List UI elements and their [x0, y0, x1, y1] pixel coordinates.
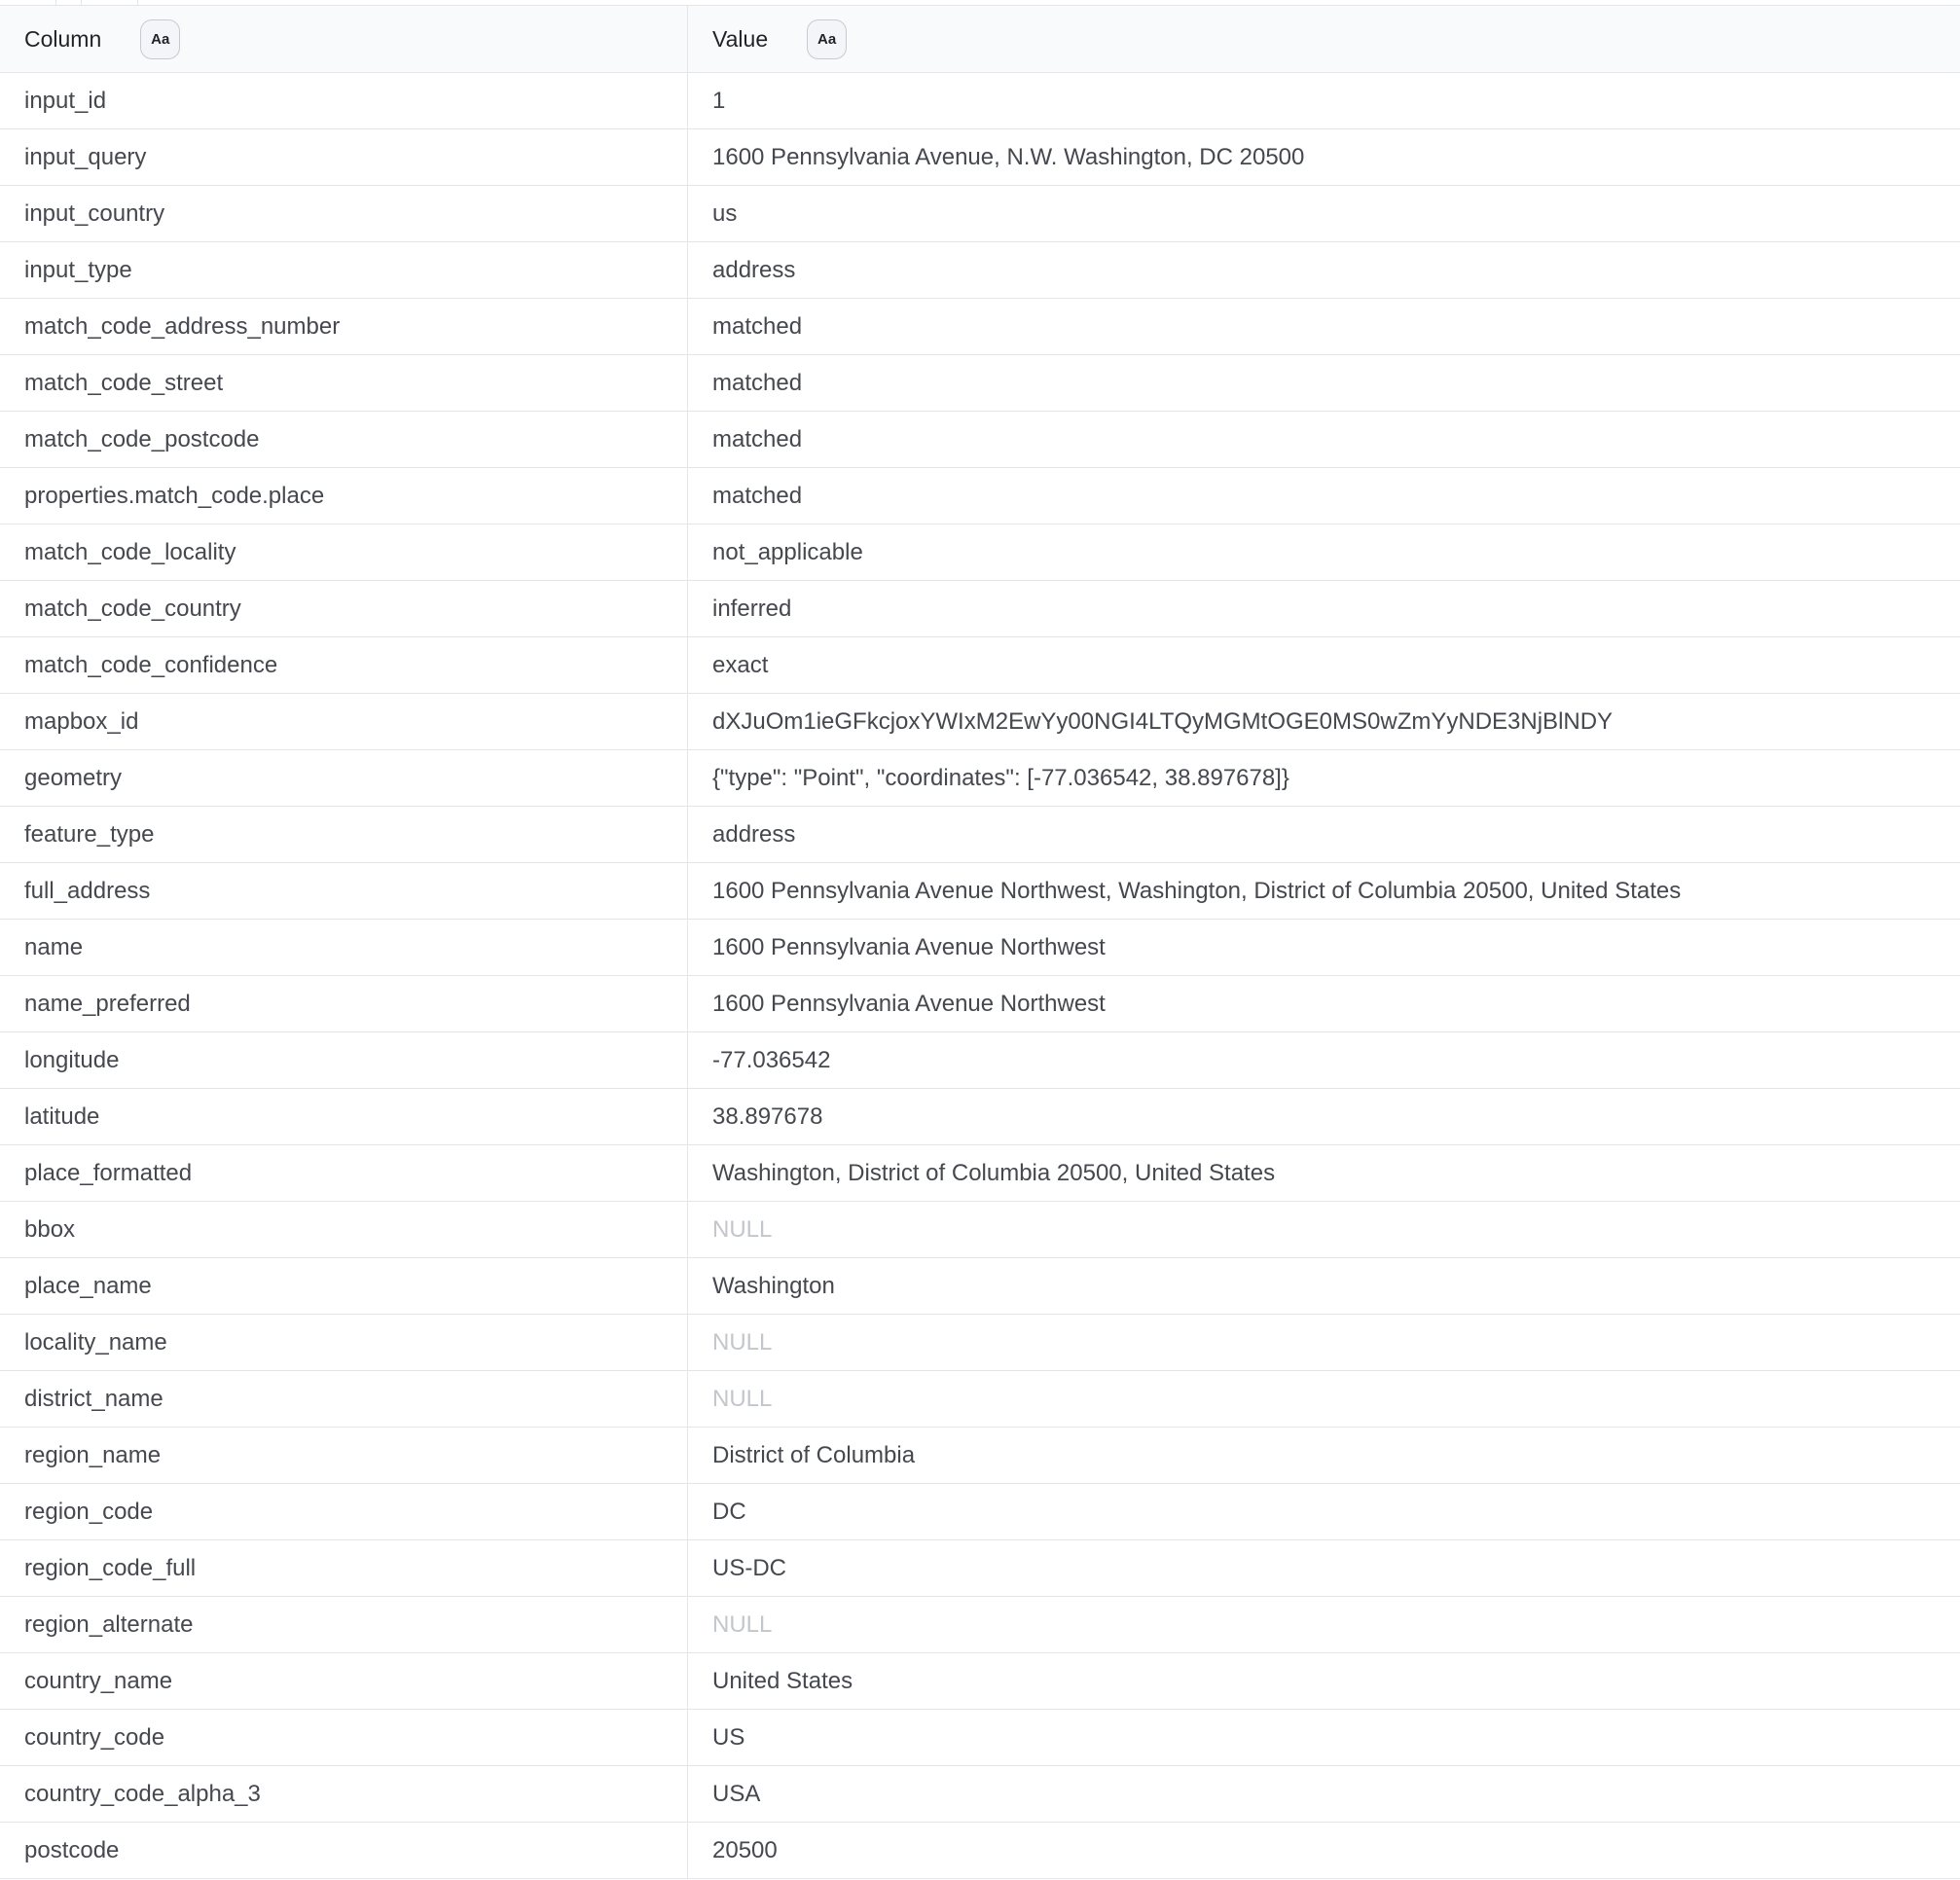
- table-row[interactable]: [0, 750, 1960, 807]
- column-name-cell[interactable]: [0, 637, 688, 693]
- value-text: matched: [712, 482, 803, 509]
- column-name-cell[interactable]: [0, 468, 688, 524]
- value-cell[interactable]: [688, 1258, 1960, 1314]
- column-name-cell[interactable]: [0, 750, 688, 806]
- table-row[interactable]: [0, 1032, 1960, 1089]
- value-cell[interactable]: [688, 1823, 1960, 1878]
- table-row[interactable]: [0, 1766, 1960, 1823]
- column-name-cell[interactable]: [0, 1597, 688, 1652]
- table-row[interactable]: [0, 1484, 1960, 1540]
- value-text: US-DC: [712, 1554, 786, 1581]
- value-text: US: [712, 1723, 745, 1751]
- column-name-text: region_code: [24, 1498, 154, 1525]
- column-name-cell[interactable]: [0, 1823, 688, 1878]
- table-row[interactable]: [0, 1371, 1960, 1428]
- value-cell[interactable]: [688, 73, 1960, 128]
- table-row[interactable]: [0, 1653, 1960, 1710]
- column-name-text: input_country: [24, 199, 165, 227]
- value-cell[interactable]: [688, 976, 1960, 1031]
- column-header: [0, 6, 688, 72]
- column-name-cell[interactable]: [0, 1540, 688, 1596]
- value-cell[interactable]: [688, 694, 1960, 749]
- table-row[interactable]: [0, 920, 1960, 976]
- column-match-case-button[interactable]: Aa: [140, 19, 180, 59]
- column-name-cell[interactable]: [0, 1653, 688, 1709]
- table-row[interactable]: [0, 355, 1960, 412]
- column-name-cell[interactable]: [0, 1145, 688, 1201]
- table-row[interactable]: [0, 1823, 1960, 1879]
- value-text: address: [712, 820, 796, 848]
- value-text: Washington, District of Columbia 20500, United States: [712, 1159, 1276, 1186]
- table-header: [0, 6, 1960, 73]
- value-cell[interactable]: [688, 1202, 1960, 1257]
- column-name-cell[interactable]: [0, 807, 688, 862]
- column-name-cell[interactable]: [0, 1371, 688, 1427]
- value-cell[interactable]: [688, 581, 1960, 636]
- column-name-text: properties.match_code.place: [24, 482, 325, 509]
- value-text: us: [712, 199, 738, 227]
- value-text: inferred: [712, 595, 792, 622]
- value-cell[interactable]: [688, 1089, 1960, 1144]
- value-text: 1600 Pennsylvania Avenue, N.W. Washington, DC 20500: [712, 143, 1305, 170]
- column-name-cell[interactable]: [0, 1089, 688, 1144]
- value-text: USA: [712, 1780, 761, 1807]
- value-text: 1600 Pennsylvania Avenue Northwest: [712, 990, 1106, 1017]
- column-name-cell[interactable]: [0, 1032, 688, 1088]
- column-name-text: locality_name: [24, 1328, 167, 1356]
- column-name-text: input_type: [24, 256, 132, 283]
- value-header: [688, 6, 1960, 72]
- table-row[interactable]: [0, 1540, 1960, 1597]
- value-text: 1600 Pennsylvania Avenue Northwest: [712, 933, 1106, 960]
- table-row[interactable]: [0, 694, 1960, 750]
- table-row[interactable]: [0, 976, 1960, 1032]
- column-name-cell[interactable]: [0, 242, 688, 298]
- value-match-case-button[interactable]: Aa: [807, 19, 847, 59]
- value-cell[interactable]: [688, 524, 1960, 580]
- value-cell[interactable]: [688, 1484, 1960, 1539]
- column-name-cell[interactable]: [0, 299, 688, 354]
- value-cell[interactable]: [688, 1766, 1960, 1822]
- value-text: -77.036542: [712, 1046, 831, 1073]
- column-name-text: match_code_address_number: [24, 312, 341, 340]
- table-row[interactable]: [0, 468, 1960, 524]
- table-row[interactable]: [0, 807, 1960, 863]
- table-row[interactable]: [0, 186, 1960, 242]
- value-text: address: [712, 256, 796, 283]
- value-cell[interactable]: [688, 863, 1960, 919]
- column-name-cell[interactable]: [0, 976, 688, 1031]
- column-name-text: place_name: [24, 1272, 152, 1299]
- column-name-text: mapbox_id: [24, 707, 139, 735]
- null-value-text: NULL: [712, 1215, 773, 1243]
- table-row[interactable]: [0, 1710, 1960, 1766]
- null-value-text: NULL: [712, 1328, 773, 1356]
- column-name-cell[interactable]: [0, 1202, 688, 1257]
- column-name-text: latitude: [24, 1103, 100, 1130]
- table-row[interactable]: [0, 637, 1960, 694]
- table-row[interactable]: [0, 863, 1960, 920]
- column-name-text: name: [24, 933, 84, 960]
- table-row[interactable]: [0, 1258, 1960, 1315]
- value-text: Washington: [712, 1272, 835, 1299]
- table-row[interactable]: [0, 524, 1960, 581]
- table-row[interactable]: [0, 1089, 1960, 1145]
- value-cell[interactable]: [688, 299, 1960, 354]
- column-name-text: match_code_street: [24, 369, 224, 396]
- column-header-label: Column: [24, 25, 102, 52]
- column-name-text: place_formatted: [24, 1159, 193, 1186]
- table-row[interactable]: [0, 299, 1960, 355]
- record-detail-table: [0, 5, 1960, 1879]
- column-name-cell[interactable]: [0, 412, 688, 467]
- table-body: [0, 73, 1960, 1879]
- null-value-text: NULL: [712, 1610, 773, 1638]
- column-name-text: full_address: [24, 877, 151, 904]
- value-header-label: Value: [712, 25, 769, 52]
- column-name-text: geometry: [24, 764, 123, 791]
- value-cell[interactable]: [688, 1710, 1960, 1765]
- value-cell[interactable]: [688, 1371, 1960, 1427]
- column-name-text: postcode: [24, 1836, 120, 1863]
- column-name-cell[interactable]: [0, 1710, 688, 1765]
- table-row[interactable]: [0, 242, 1960, 299]
- column-name-cell[interactable]: [0, 920, 688, 975]
- table-row[interactable]: [0, 412, 1960, 468]
- column-name-text: region_alternate: [24, 1610, 194, 1638]
- table-row[interactable]: [0, 581, 1960, 637]
- column-name-cell[interactable]: [0, 1766, 688, 1822]
- value-cell[interactable]: [688, 1653, 1960, 1709]
- column-name-text: match_code_country: [24, 595, 241, 622]
- table-row[interactable]: [0, 1428, 1960, 1484]
- column-name-cell[interactable]: [0, 1428, 688, 1483]
- table-row[interactable]: [0, 73, 1960, 129]
- value-text: matched: [712, 312, 803, 340]
- column-name-text: feature_type: [24, 820, 155, 848]
- column-name-cell[interactable]: [0, 355, 688, 411]
- value-text: 1600 Pennsylvania Avenue Northwest, Washington, District of Columbia 20500, United States: [712, 877, 1682, 904]
- column-name-cell[interactable]: [0, 694, 688, 749]
- column-name-cell[interactable]: [0, 1484, 688, 1539]
- column-name-cell[interactable]: [0, 524, 688, 580]
- value-text: matched: [712, 369, 803, 396]
- column-name-text: country_code: [24, 1723, 165, 1751]
- value-cell[interactable]: [688, 186, 1960, 241]
- value-text: 38.897678: [712, 1103, 823, 1130]
- value-cell[interactable]: [688, 242, 1960, 298]
- value-text: District of Columbia: [712, 1441, 916, 1468]
- value-cell[interactable]: [688, 1428, 1960, 1483]
- column-name-text: region_code_full: [24, 1554, 197, 1581]
- value-cell[interactable]: [688, 129, 1960, 185]
- value-text: not_applicable: [712, 538, 863, 565]
- column-name-cell[interactable]: [0, 1258, 688, 1314]
- value-cell[interactable]: [688, 637, 1960, 693]
- table-row[interactable]: [0, 129, 1960, 186]
- column-name-text: region_name: [24, 1441, 162, 1468]
- column-name-text: input_query: [24, 143, 147, 170]
- column-name-text: match_code_locality: [24, 538, 236, 565]
- value-text: United States: [712, 1667, 853, 1694]
- column-name-cell[interactable]: [0, 73, 688, 128]
- table-row[interactable]: [0, 1145, 1960, 1202]
- value-cell[interactable]: [688, 1145, 1960, 1201]
- column-name-text: match_code_confidence: [24, 651, 278, 678]
- value-text: matched: [712, 425, 803, 452]
- column-name-text: bbox: [24, 1215, 76, 1243]
- value-text: {"type": "Point", "coordinates": [-77.036542, 38.897678]}: [712, 764, 1289, 791]
- table-row[interactable]: [0, 1597, 1960, 1653]
- value-cell[interactable]: [688, 412, 1960, 467]
- value-cell[interactable]: [688, 807, 1960, 862]
- null-value-text: NULL: [712, 1385, 773, 1412]
- table-row[interactable]: [0, 1202, 1960, 1258]
- column-name-text: district_name: [24, 1385, 163, 1412]
- column-name-cell[interactable]: [0, 186, 688, 241]
- column-name-text: name_preferred: [24, 990, 191, 1017]
- value-cell[interactable]: [688, 1315, 1960, 1370]
- value-text: dXJuOm1ieGFkcjoxYWIxM2EwYy00NGI4LTQyMGMtOGE0MS0wZmYyNDE3NjBlNDY: [712, 707, 1614, 735]
- column-name-cell[interactable]: [0, 1315, 688, 1370]
- value-cell[interactable]: [688, 1032, 1960, 1088]
- value-text: DC: [712, 1498, 746, 1525]
- value-text: exact: [712, 651, 769, 678]
- value-text: 1: [712, 87, 726, 114]
- column-name-cell[interactable]: [0, 129, 688, 185]
- value-text: 20500: [712, 1836, 778, 1863]
- value-cell[interactable]: [688, 1540, 1960, 1596]
- value-cell[interactable]: [688, 1597, 1960, 1652]
- column-name-text: match_code_postcode: [24, 425, 260, 452]
- column-name-cell[interactable]: [0, 863, 688, 919]
- column-name-text: country_name: [24, 1667, 173, 1694]
- value-cell[interactable]: [688, 750, 1960, 806]
- table-row[interactable]: [0, 1315, 1960, 1371]
- column-name-text: longitude: [24, 1046, 120, 1073]
- column-name-cell[interactable]: [0, 581, 688, 636]
- column-name-text: country_code_alpha_3: [24, 1780, 261, 1807]
- value-cell[interactable]: [688, 468, 1960, 524]
- value-cell[interactable]: [688, 920, 1960, 975]
- column-name-text: input_id: [24, 87, 107, 114]
- value-cell[interactable]: [688, 355, 1960, 411]
